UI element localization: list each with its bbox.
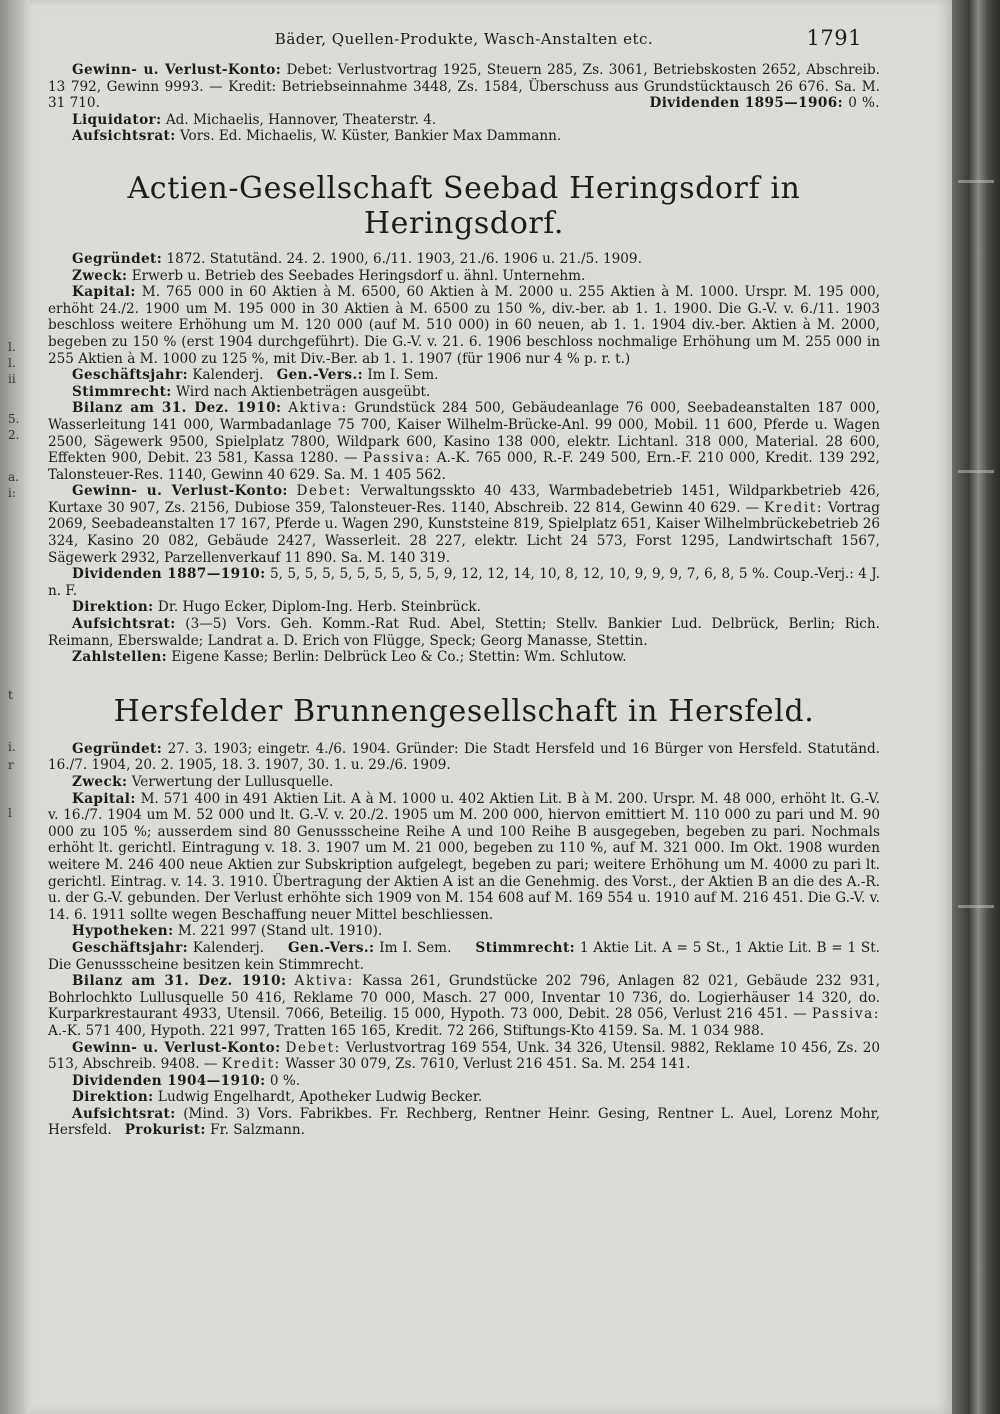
s2-geschaeftsjahr <box>48 940 880 973</box>
s2-direktion <box>48 1089 880 1106</box>
s2-stimm-text: 1 Aktie Lit. A = 5 St., 1 Aktie Lit. B = 1 St. Die Genussscheine besitzen kein Stimmrecht. <box>48 939 880 973</box>
s2-gj-label: Geschäftsjahr: <box>72 939 189 956</box>
s2-stimm-label: Stimmrecht: <box>475 939 576 956</box>
s2-debet-text: Verlustvortrag 169 554, Unk. 34 326, Utensil. 9882, Reklame 10 456, Zs. 20 513, Abschreib. 9408. — <box>48 1039 880 1073</box>
margin-mark: 5. <box>8 412 20 426</box>
margin-mark: 2. <box>8 428 20 442</box>
s1-gv-label: Gewinn- u. Verlust-Konto: <box>72 483 288 500</box>
s1-gegr-text: 1872. Statutänd. 24. 2. 1900, 6./11. 1903, 21./6. 1906 u. 21./5. 1909. <box>166 250 642 267</box>
s1-passiva-word: Passiva: <box>363 450 432 467</box>
s1-geschaeftsjahr <box>48 367 880 384</box>
s1-gegr-label: Gegründet: <box>72 250 163 267</box>
top-dividend <box>626 95 880 112</box>
s1-stimm-text: Wird nach Aktienbeträgen ausgeübt. <box>176 383 431 400</box>
s2-zweck <box>48 774 880 791</box>
s2-prok-text: Fr. Salzmann. <box>210 1122 305 1139</box>
top-aufsichtsrat <box>48 128 880 145</box>
s2-kredit-text: Wasser 30 079, Zs. 7610, Verlust 216 451. Sa. M. 254 141. <box>285 1056 691 1073</box>
s2-zweck-label: Zweck: <box>72 774 128 790</box>
s2-gj-value: Kalenderj. <box>192 939 265 956</box>
s2-dir-text: Ludwig Engelhardt, Apotheker Ludwig Becker. <box>157 1089 483 1106</box>
s1-zweck-text: Erwerb u. Betrieb des Seebades Heringsdorf u. ähnl. Unternehm. <box>131 267 586 284</box>
margin-mark: l. <box>8 356 16 370</box>
margin-mark: t <box>8 688 13 702</box>
top-liquidator <box>48 112 880 129</box>
s2-kredit-word: Kredit: <box>221 1056 281 1073</box>
top-auf-text: Vors. Ed. Michaelis, W. Küster, Bankier Max Dammann. <box>179 128 562 145</box>
s1-dividenden <box>48 566 880 599</box>
s1-direktion <box>48 599 880 616</box>
s1-stimmrecht <box>48 384 880 401</box>
s2-gewinn-verlust <box>48 1040 880 1073</box>
left-page-gutter <box>0 0 30 1414</box>
s2-aktiva-word: Aktiva: <box>294 973 354 990</box>
s2-bilanz-label: Bilanz am 31. Dez. 1910: <box>72 973 287 990</box>
s1-gewinn-verlust <box>48 483 880 566</box>
book-edge-highlight <box>958 470 994 473</box>
top-gv-paragraph <box>48 62 880 112</box>
s2-hyp-text: M. 221 997 (Stand ult. 1910). <box>177 923 383 940</box>
margin-mark: l. <box>8 340 16 354</box>
s2-gegr-text: 27. 3. 1903; eingetr. 4./6. 1904. Gründer: Die Stadt Hersfeld und 16 Bürger von Hersfeld. Statutänd. 16./7. 1904, 20. 2. 1905, 18. 3. 1907, 30. 1. u. 29./6. 1909. <box>48 740 880 774</box>
top-gv-text: Debet: Verlustvortrag 1925, Steuern 285, Zs. 3061, Betriebskosten 2652, Abschreib. 13 792, Gewinn 9993. — Kredit: Betriebseinnahme 3448, Zs. 1584, Überschuss aus Grundstücktausch 26 676. Sa. M. 31 710. <box>48 62 880 112</box>
s1-debet-text: Verwaltungsskto 40 433, Warmbadebetrieb 1451, Wildparkbetrieb 426, Kurtaxe 30 907, Zs. 2156, Dubiose 359, Talonsteuer-Res. 1140, Abschreib. 22 814, Gewinn 40 629. — <box>48 483 880 516</box>
margin-mark: ii <box>8 372 16 386</box>
s1-div-text: 5, 5, 5, 5, 5, 5, 5, 5, 5, 5, 9, 12, 12, 14, 10, 8, 12, 10, 9, 9, 9, 7, 6, 8, 5 %. <box>270 566 770 583</box>
s1-kredit-text: Vortrag 2069, Seebadeanstalten 17 167, Pferde u. Wagen 290, Kunststeine 819, Spielplatz 651, Kaiser Wilhelmbrückebetrieb 26 324, Kasino 20 082, Gebäude 2427, Wasserleit. 28 227, elektr. Licht 24 573, Forst 1295, Landwirtschaft 1567, Sägewerk 2932, Parzellenverkauf 11 890. Sa. M. 140 319. <box>48 499 880 566</box>
page-content <box>48 26 881 1139</box>
running-title: Bäder, Quellen-Produkte, Wasch-Anstalten etc. <box>274 30 654 48</box>
s2-hyp-label: Hypotheken: <box>72 923 174 940</box>
s2-aufsichtsrat <box>48 1106 880 1139</box>
s2-gegruendet <box>48 741 880 774</box>
margin-mark: l <box>8 806 12 820</box>
top-gv-label: Gewinn- u. Verlust-Konto: <box>72 62 282 78</box>
s1-kapital-text: M. 765 000 in 60 Aktien à M. 6500, 60 Aktien à M. 2000 u. 255 Aktien à M. 1000. Urspr. M. 195 000, erhöht 24./2. 1900 um M. 195 000 in 30 Aktien à M. 6500 zu 150 %, div.-ber. ab 1. 1. 1900. Die G.-V. v. 6./11. 1903 beschloss weitere Erhöhung um M. 120 000 (auf M. 510 000) in 60 neuen, ab 1. 1. 1904 div.-ber. Aktien à M. 2000, begeben zu 150 % (erst 1904 durchgeführt). Die G.-V. v. 21. 6. 1906 beschloss nochmalige Erhöhung um M. 255 000 in 255 Aktien à M. 1000 zu 125 %, mit Div.-Ber. ab 1. 1. 1907 (für 1906 nur 4 % p. r. t.) <box>48 284 880 367</box>
s1-zweck-label: Zweck: <box>72 267 128 284</box>
s2-kapital-label: Kapital: <box>72 790 136 807</box>
s2-dividenden <box>48 1073 880 1090</box>
s2-auf-label: Aufsichtsrat: <box>72 1105 176 1122</box>
s1-dir-text: Dr. Hugo Ecker, Diplom-Ing. Herb. Steinbrück. <box>157 599 481 616</box>
top-div-value: 0 %. <box>848 95 880 112</box>
top-liq-text: Ad. Michaelis, Hannover, Theaterstr. 4. <box>165 111 437 128</box>
s2-genvers-value: Im I. Sem. <box>379 939 452 956</box>
top-auf-label: Aufsichtsrat: <box>72 128 176 145</box>
s1-gegruendet <box>48 251 880 268</box>
s1-kapital <box>48 284 880 367</box>
s1-kapital-label: Kapital: <box>72 284 136 301</box>
s1-kredit-word: Kredit: <box>764 499 824 516</box>
s1-aktiva-text: Grundstück 284 500, Gebäudeanlage 76 000, Seebadeanstalten 187 000, Wasserleitung 141 000, Warmbadanlage 75 700, Kaiser Wilhelm-Brücke-Anl. 99 000, Mobil. 11 600, Pferde u. Wagen 2500, Sägewerk 9500, Spielplatz 7800, Wildpark 600, Kasino 138 000, elektr. Lichtanl. 318 000, Material. 28 600, Effekten 900, Debit. 23 581, Kassa 1280. — <box>48 400 881 467</box>
book-edge <box>952 0 1000 1414</box>
s2-div-label: Dividenden 1904—1910: <box>72 1072 266 1089</box>
s1-zahl-label: Zahlstellen: <box>72 649 168 666</box>
s1-gj-value: Kalenderj. <box>192 367 264 384</box>
s1-genvers-value: Im I. Sem. <box>367 367 439 384</box>
s1-coup-text: Coup.-Verj.: 4 J. n. F. <box>48 566 880 599</box>
s1-auf-text: (3—5) Vors. Geh. Komm.-Rat Rud. Abel, Stettin; Stellv. Bankier Lud. Delbrück, Berlin; Rich. Reimann, Eberswalde; Landrat a. D. Erich von Flügge, Speck; Georg Manasse, Stettin. <box>48 616 880 649</box>
s2-aktiva-text: Kassa 261, Grundstücke 202 796, Anlagen 82 021, Gebäude 232 931, Bohrlochkto Lullusquelle 50 416, Reklame 70 000, Masch. 27 000, Inventar 10 736, do. Logierhäuser 14 320, do. Kurparkrestaurant 4933, Utensil. 7066, Beteilig. 15 000, Hypoth. 73 000, Debit. 28 056, Verlust 216 451. — <box>48 973 881 1023</box>
s1-div-label: Dividenden 1887—1910: <box>72 566 266 583</box>
margin-mark: i. <box>8 740 16 754</box>
s2-dir-label: Direktion: <box>72 1089 154 1106</box>
s1-genvers-label: Gen.-Vers.: <box>276 367 364 384</box>
s1-debet-word: Debet: <box>296 483 352 500</box>
s2-zweck-text: Verwertung der Lullusquelle. <box>131 774 334 790</box>
s2-bilanz <box>48 973 880 1039</box>
page-number: 1791 <box>806 26 862 50</box>
s2-debet-word: Debet: <box>285 1039 341 1056</box>
top-div-label: Dividenden 1895—1906: <box>649 95 844 112</box>
s2-div-text: 0 %. <box>269 1072 301 1089</box>
s2-genvers-label: Gen.-Vers.: <box>288 939 375 956</box>
s1-auf-label: Aufsichtsrat: <box>72 616 176 633</box>
s1-zweck <box>48 268 880 285</box>
s1-aufsichtsrat <box>48 616 880 649</box>
s1-bilanz <box>48 400 880 483</box>
s1-zahlstellen <box>48 649 880 666</box>
margin-mark: r <box>8 758 14 772</box>
section-title: Actien-Gesellschaft Seebad Heringsdorf in Heringsdorf. <box>127 170 801 241</box>
s2-kapital-text: M. 571 400 in 491 Aktien Lit. A à M. 1000 u. 402 Aktien Lit. B à M. 200. Urspr. M. 48 000, erhöht lt. G.-V. v. 16./7. 1904 um M. 52 000 und lt. G.-V. v. 20./2. 1905 um M. 200 000, hiervon emittiert M. 110 000 zu pari und M. 90 000 zu 105 %; ausserdem sind 80 Genussscheine Reihe A und 100 Reihe B ausgegeben, begeben zu pari. Nochmals erhöht lt. gerichtl. Eintragung v. 18. 3. 1907 um M. 21 000, begeben zu 110 %, auf M. 321 000. Im Okt. 1908 wurden weitere M. 246 400 neue Aktien zur Subskription aufgelegt, begeben zu pari; weitere Erhöhung um M. 4000 zu pari lt. gerichtl. Eintrag. v. 14. 3. 1910. Übertragung der Aktien A ist an die Genehmig. des Vorst., der Aktien B an die des A.-R. u. der G.-V. gebunden. Der Verlust erhöhte sich 1909 von M. 154 608 auf M. 169 554 u. 1910 auf M. 216 451. Die G.-V. v. 14. 6. 1911 sollte wegen Beschaffung neuer Mittel beschliessen. <box>48 790 881 923</box>
running-head <box>48 26 880 56</box>
s2-prok-label: Prokurist: <box>124 1122 206 1139</box>
top-liq-label: Liquidator: <box>72 111 162 128</box>
book-edge-highlight <box>958 905 994 908</box>
s2-passiva-text: A.-K. 571 400, Hypoth. 221 997, Tratten 165 165, Kredit. 72 266, Stiftungs-Kto 4159. Sa. M. 1 034 988. <box>48 1022 765 1039</box>
section-title: Hersfelder Brunnengesellschaft in Hersfeld. <box>113 693 815 729</box>
s1-gj-label: Geschäftsjahr: <box>72 367 189 384</box>
s2-gv-label: Gewinn- u. Verlust-Konto: <box>72 1039 281 1056</box>
s1-zahl-text: Eigene Kasse; Berlin: Delbrück Leo & Co.; Stettin: Wm. Schlutow. <box>171 649 627 666</box>
s2-gegr-label: Gegründet: <box>72 740 163 757</box>
s1-stimm-label: Stimmrecht: <box>72 383 172 400</box>
s2-passiva-word: Passiva: <box>811 1006 880 1023</box>
s1-bilanz-label: Bilanz am 31. Dez. 1910: <box>72 400 282 417</box>
s1-dir-label: Direktion: <box>72 599 154 616</box>
book-edge-highlight <box>958 180 994 183</box>
s2-hypotheken <box>48 923 880 940</box>
s2-kapital <box>48 791 880 924</box>
s2-auf-text: (Mind. 3) Vors. Fabrikbes. Fr. Rechberg, Rentner Heinr. Gesing, Rentner L. Auel, Lorenz Mohr, Hersfeld. <box>48 1105 880 1139</box>
s1-passiva-text: A.-K. 765 000, R.-F. 249 500, Ern.-F. 210 000, Kredit. 139 292, Talonsteuer-Res. 1140, Gewinn 40 629. Sa. M. 1 405 562. <box>48 450 880 483</box>
s1-aktiva-word: Aktiva: <box>288 400 348 417</box>
margin-mark: i: <box>8 486 16 500</box>
margin-mark: a. <box>8 470 19 484</box>
